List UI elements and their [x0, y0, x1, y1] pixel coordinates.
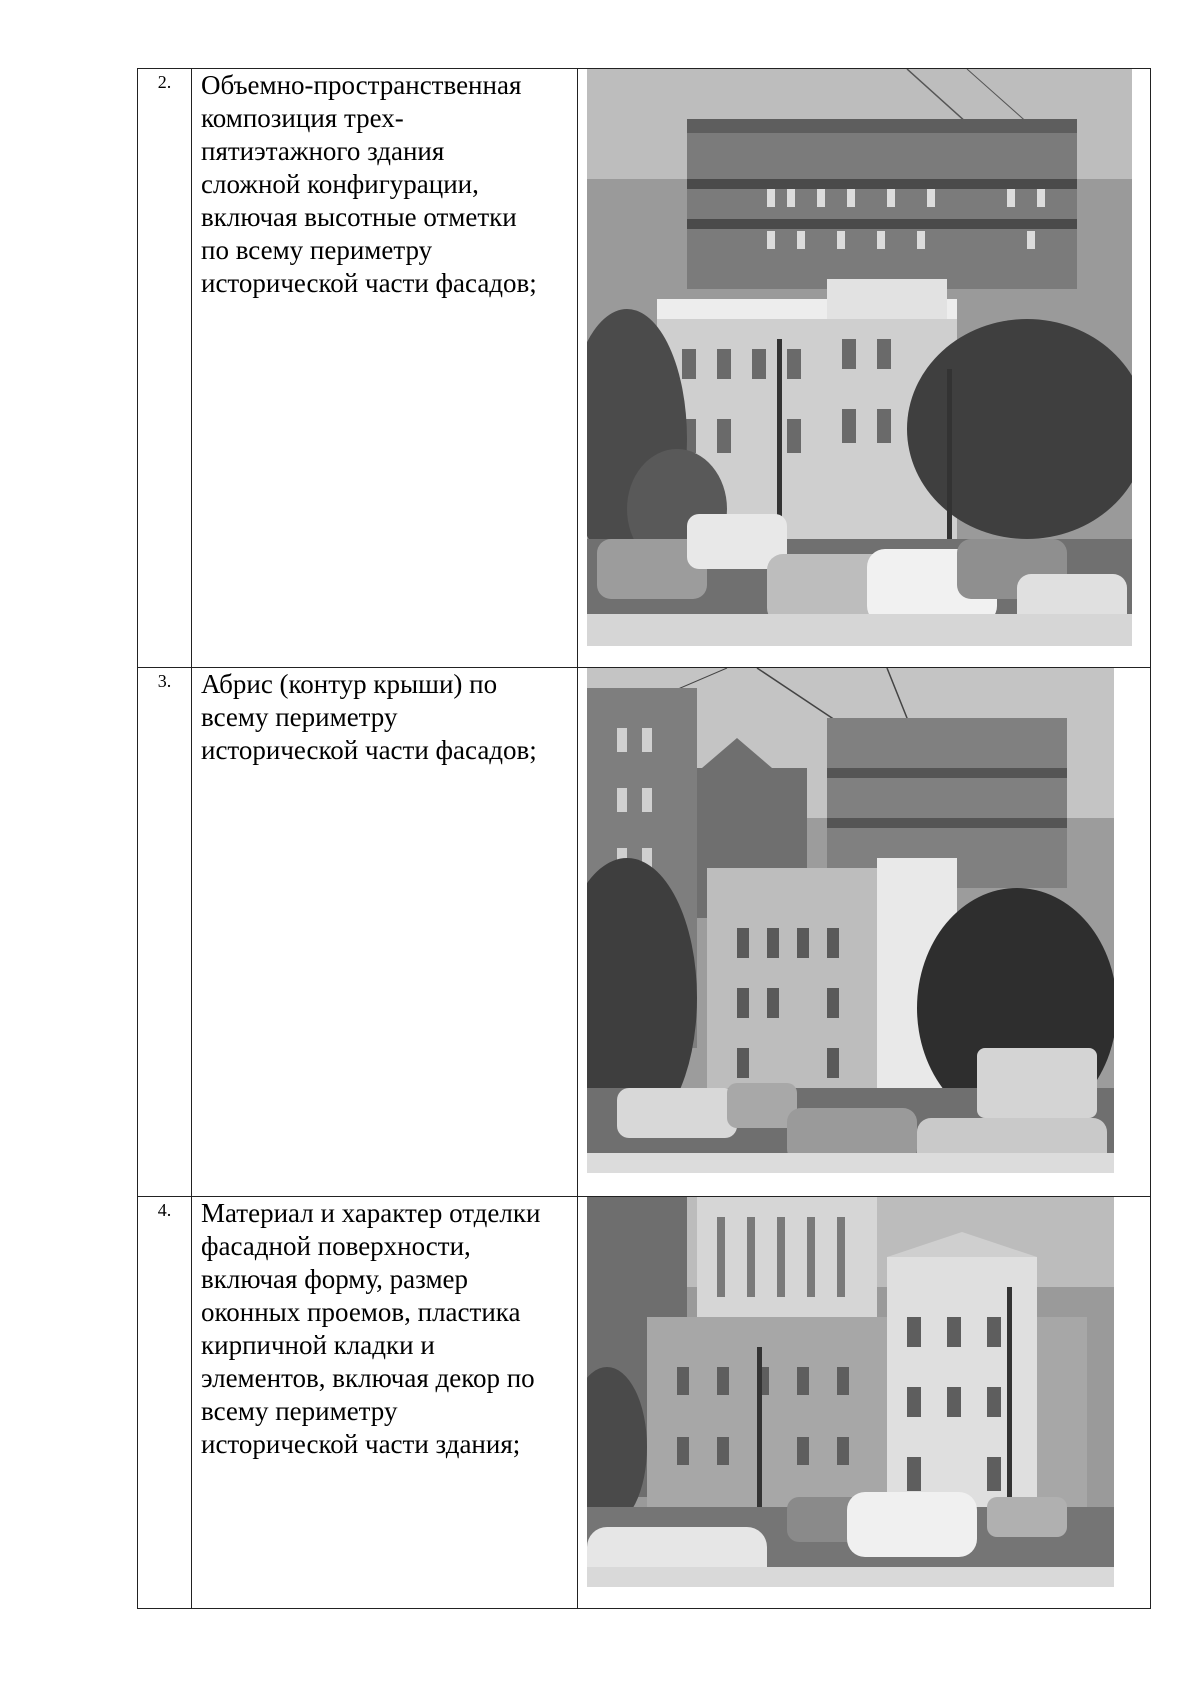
building-photo-1: [587, 69, 1132, 646]
row-number-cell: [138, 1197, 192, 1609]
row-number: 2.: [157, 72, 172, 92]
description-cell: [192, 668, 578, 1197]
description-cell: [192, 69, 578, 668]
table-row: [138, 668, 1151, 1197]
row-number: 4.: [157, 1200, 172, 1220]
row-number-cell: [138, 69, 192, 668]
row-description: Объемно-пространственная композиция трех- пятиэтажного здания сложной конфигурации, включая высотные отметки по всему периметру исторической части фасадов;: [201, 70, 537, 298]
table-row: [138, 1197, 1151, 1609]
photo-cell: [578, 69, 1151, 668]
elements-table: [137, 68, 1151, 1609]
photo-cell: [578, 668, 1151, 1197]
row-description: Абрис (контур крыши) по всему периметру исторической части фасадов;: [201, 669, 537, 765]
row-description: Материал и характер отделки фасадной поверхности, включая форму, размер оконных проемов, пластика кирпичной кладки и элементов, включая декор по всему периметру исторической части здания;: [201, 1198, 541, 1459]
description-cell: [192, 1197, 578, 1609]
building-photo-2: [587, 668, 1114, 1173]
building-photo-3: [587, 1197, 1114, 1587]
table-row: [138, 69, 1151, 668]
row-number-cell: [138, 668, 192, 1197]
photo-cell: [578, 1197, 1151, 1609]
row-number: 3.: [157, 671, 172, 691]
